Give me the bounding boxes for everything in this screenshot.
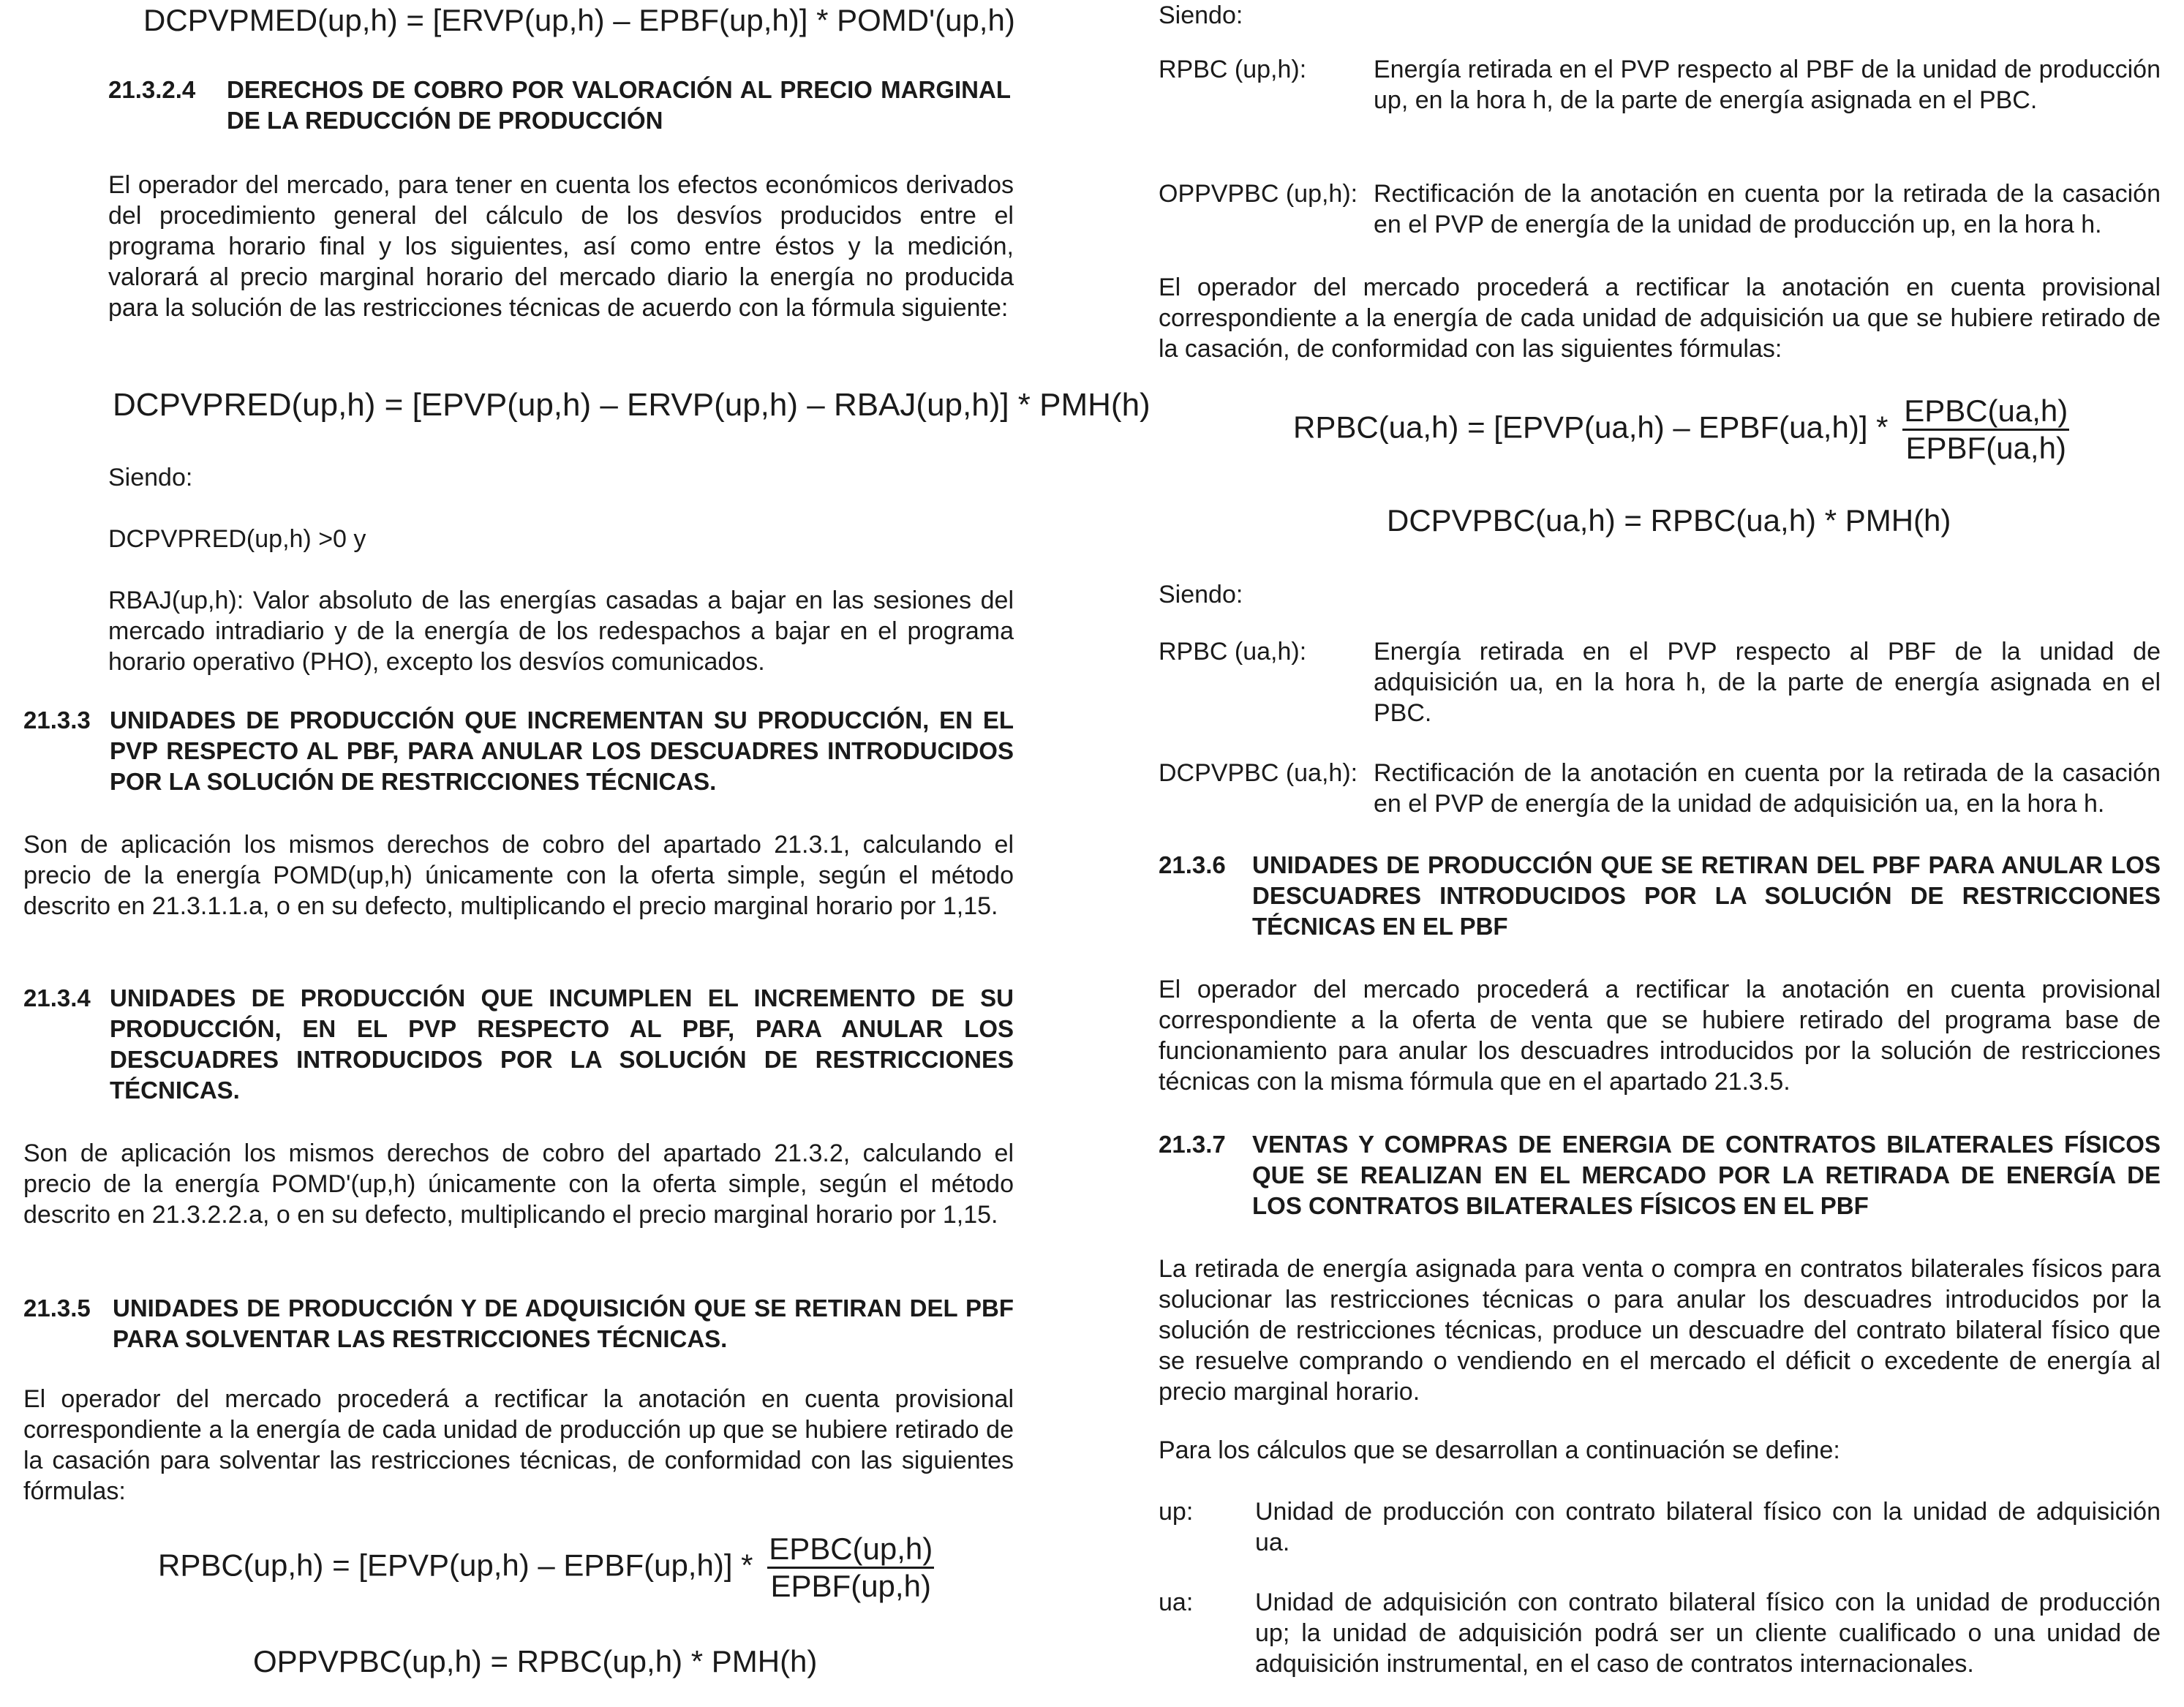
paragraph-21-3-7: La retirada de energía asignada para venta o compra en contratos bilaterales físicos para solucionar las restricciones técnicas o para anular los descuadres introducidos por la solución de restricciones técnicas, produce un descuadre del contrato bilateral físico que se resuelve comprando o vendiendo en el mercado el déficit o excedente de energía al precio marginal horario. (1159, 1255, 2161, 1406)
formula-oppvpbc-up: OPPVPBC(up,h) = RPBC(up,h) * PMH(h) (253, 1644, 818, 1678)
fraction-numerator: EPBC(up,h) (767, 1531, 934, 1569)
definition-term: OPPVPBC (up,h): (1159, 180, 1358, 208)
formula-fraction (767, 1531, 934, 1604)
definition-term: RPBC (up,h): (1159, 56, 1307, 83)
formula-lhs: RPBC(ua,h) = [EPVP(ua,h) – EPBF(ua,h)] * (1293, 410, 1889, 445)
section-number: 21.3.6 (1159, 851, 1226, 878)
definition-term: DCPVPBC (ua,h): (1159, 759, 1358, 787)
section-title: UNIDADES DE PRODUCCIÓN QUE INCUMPLEN EL INCREMENTO DE SU PRODUCCIÓN, EN EL PVP RESPECTO AL PBF, PARA ANULAR LOS DESCUADRES INTRODUCIDOS POR LA SOLUCIÓN DE RESTRICCIONES TÉCNICAS. (110, 984, 1014, 1104)
heading-21-3-2-4 (108, 75, 1011, 140)
formula-dcpvpbc-ua: DCPVPBC(ua,h) = RPBC(ua,h) * PMH(h) (1387, 503, 1951, 538)
formula-dcpvpred: DCPVPRED(up,h) = [EPVP(up,h) – ERVP(up,h) – RBAJ(up,h)] * PMH(h) (113, 387, 1151, 423)
fraction-denominator: EPBF(ua,h) (1905, 431, 2066, 465)
heading-21-3-6 (1159, 850, 2161, 945)
siendo-label: Siendo: (108, 464, 193, 491)
heading-21-3-5 (23, 1293, 1014, 1359)
paragraph-21-3-4: Son de aplicación los mismos derechos de cobro del apartado 21.3.2, calculando el precio de la energía POMD'(up,h) únicamente con la oferta simple, según el método descrito en 21.3.2.2.a, o en su defecto, multiplicando el precio marginal horario por 1,15. (23, 1139, 1014, 1229)
formula-rpbc-ua (1293, 393, 2069, 466)
definition-text: Rectificación de la anotación en cuenta por la retirada de la casación en el PVP de energía de la unidad de adquisición ua, en la hora h. (1374, 759, 2161, 818)
definition-oppvpbc-up (1159, 178, 2161, 244)
section-number: 21.3.4 (23, 984, 91, 1011)
fraction-numerator: EPBC(ua,h) (1902, 393, 2069, 431)
formula-rpbc-up (158, 1531, 934, 1604)
paragraph-21-3-3: Son de aplicación los mismos derechos de cobro del apartado 21.3.1, calculando el precio de la energía POMD(up,h) únicamente con la oferta simple, según el método descrito en 21.3.1.1.a, o en su defecto, multiplicando el precio marginal horario por 1,15. (23, 831, 1014, 920)
definition-term: up: (1159, 1498, 1194, 1526)
paragraph-21-3-5: El operador del mercado procederá a rectificar la anotación en cuenta provisional correspondiente a la energía de cada unidad de producción up que se hubiere retirado de la casación para solventar las restricciones técnicas, de conformidad con las siguientes fórmulas: (23, 1385, 1014, 1505)
siendo-label: Siendo: (1159, 1, 1243, 29)
paragraph-define: Para los cálculos que se desarrollan a continuación se define: (1159, 1436, 1840, 1464)
rbaj-definition: RBAJ(up,h): Valor absoluto de las energías casadas a bajar en las sesiones del mercado intradiario y de la energía de los redespachos a bajar en el programa horario operativo (PHO), excepto los desvíos comunicados. (108, 587, 1014, 676)
heading-21-3-7 (1159, 1129, 2161, 1224)
definition-dcpvpbc-ua (1159, 758, 2161, 824)
condition-text: DCPVPRED(up,h) >0 y (108, 525, 366, 553)
definition-text: Rectificación de la anotación en cuenta por la retirada de la casación en el PVP de energía de la unidad de producción up, en la hora h. (1374, 180, 2161, 238)
heading-21-3-4 (23, 983, 1014, 1107)
section-title: DERECHOS DE COBRO POR VALORACIÓN AL PRECIO MARGINAL DE LA REDUCCIÓN DE PRODUCCIÓN (227, 76, 1011, 134)
section-title: UNIDADES DE PRODUCCIÓN QUE INCREMENTAN SU PRODUCCIÓN, EN EL PVP RESPECTO AL PBF, PARA ANULAR LOS DESCUADRES INTRODUCIDOS POR LA SOLUCIÓN DE RESTRICCIONES TÉCNICAS. (110, 706, 1014, 795)
paragraph-21-3-2-4: El operador del mercado, para tener en cuenta los efectos económicos derivados del procedimiento general del cálculo de los desvíos producidos entre el programa horario final y los siguientes, así como entre éstos y la medición, valorará al precio marginal horario del mercado diario la energía no producida para la solución de las restricciones técnicas de acuerdo con la fórmula siguiente: (108, 171, 1014, 322)
section-number: 21.3.2.4 (108, 76, 196, 103)
section-number: 21.3.3 (23, 706, 91, 734)
definition-term: RPBC (ua,h): (1159, 638, 1307, 666)
definition-rpbc-ua (1159, 636, 2161, 731)
definition-ua (1159, 1587, 2161, 1682)
definition-up (1159, 1496, 2161, 1562)
definition-text: Unidad de producción con contrato bilateral físico con la unidad de adquisición ua. (1255, 1498, 2161, 1556)
section-title: VENTAS Y COMPRAS DE ENERGIA DE CONTRATOS BILATERALES FÍSICOS QUE SE REALIZAN EN EL MERCADO POR LA RETIRADA DE ENERGÍA DE LOS CONTRATOS BILATERALES FÍSICOS EN EL PBF (1252, 1131, 2161, 1219)
section-number: 21.3.5 (23, 1295, 91, 1322)
section-title: UNIDADES DE PRODUCCIÓN Y DE ADQUISICIÓN QUE SE RETIRAN DEL PBF PARA SOLVENTAR LAS RESTRICCIONES TÉCNICAS. (113, 1295, 1014, 1352)
definition-text: Energía retirada en el PVP respecto al PBF de la unidad de adquisición ua, en la hora h, de la parte de energía asignada en el PBC. (1374, 638, 2161, 727)
definition-text: Energía retirada en el PVP respecto al PBF de la unidad de producción up, en la hora h, de la parte de energía asignada en el PBC. (1374, 56, 2161, 114)
formula-fraction (1902, 393, 2069, 466)
definition-term: ua: (1159, 1589, 1194, 1616)
section-number: 21.3.7 (1159, 1131, 1226, 1158)
heading-21-3-3 (23, 705, 1014, 800)
formula-dcpvpmed: DCPVPMED(up,h) = [ERVP(up,h) – EPBF(up,h)] * POMD'(up,h) (143, 3, 1015, 37)
paragraph-adquisicion: El operador del mercado procederá a rectificar la anotación en cuenta provisional correspondiente a la energía de cada unidad de adquisición ua que se hubiere retirado de la casación, de conformidad con las siguientes fórmulas: (1159, 274, 2161, 363)
section-title: UNIDADES DE PRODUCCIÓN QUE SE RETIRAN DEL PBF PARA ANULAR LOS DESCUADRES INTRODUCIDOS POR LA SOLUCIÓN DE RESTRICCIONES TÉCNICAS EN EL PBF (1252, 851, 2161, 940)
paragraph-21-3-6: El operador del mercado procederá a rectificar la anotación en cuenta provisional correspondiente a la oferta de venta que se hubiere retirado del programa base de funcionamiento para anular los descuadres introducidos por la solución de restricciones técnicas con la misma fórmula que en el apartado 21.3.5. (1159, 976, 2161, 1096)
definition-rpbc-up (1159, 54, 2161, 149)
definition-text: Unidad de adquisición con contrato bilateral físico con la unidad de producción up; la unidad de adquisición podrá ser un cliente cualificado o una unidad de adquisición instrumental, en el caso de contratos internacionales. (1255, 1589, 2161, 1678)
formula-lhs: RPBC(up,h) = [EPVP(up,h) – EPBF(up,h)] * (158, 1548, 753, 1583)
siendo-label: Siendo: (1159, 581, 1243, 608)
fraction-denominator: EPBF(up,h) (770, 1569, 931, 1603)
